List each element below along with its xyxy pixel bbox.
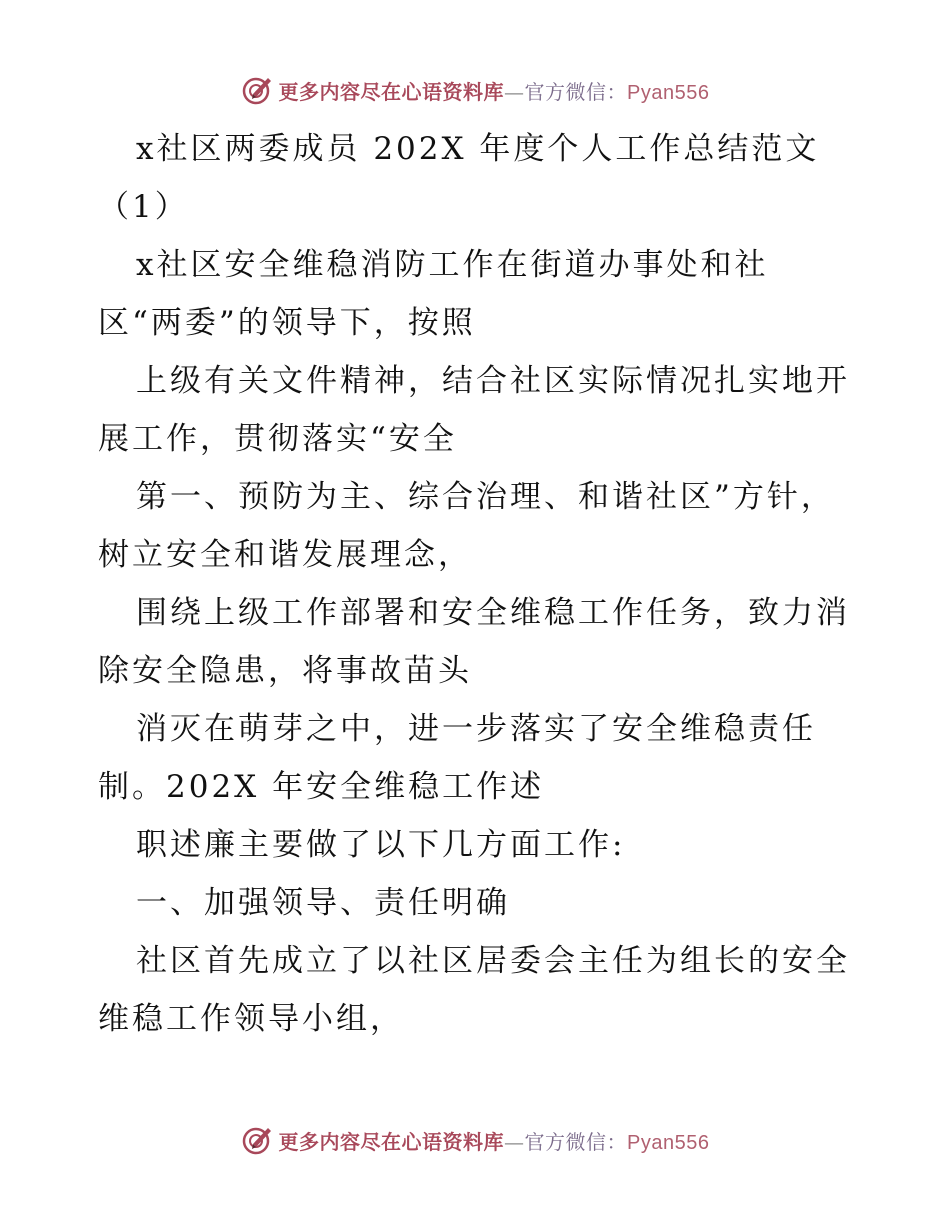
document-title-number: （1） bbox=[98, 189, 189, 225]
paragraph-line: 社区首先成立了以社区居委会主任为组长的安全 bbox=[136, 943, 850, 979]
watermark-footer bbox=[0, 1120, 950, 1160]
watermark-text bbox=[279, 1126, 710, 1155]
paragraph-line: 树立安全和谐发展理念， bbox=[98, 537, 472, 573]
watermark-wechat-label: 官方微信： bbox=[524, 1129, 628, 1154]
watermark-header bbox=[0, 70, 950, 110]
paragraph-line: 职述廉主要做了以下几方面工作: bbox=[136, 827, 626, 863]
watermark-separator: — bbox=[504, 79, 525, 104]
watermark-wechat-id: Pyan556 bbox=[627, 1131, 710, 1154]
document-body bbox=[98, 120, 858, 1048]
paragraph-line: 第一、预防为主、综合治理、和谐社区”方针， bbox=[136, 479, 835, 515]
paragraph-line: 除安全隐患，将事故苗头 bbox=[98, 653, 472, 689]
watermark-wechat-id: Pyan556 bbox=[627, 81, 710, 104]
paragraph-line: 上级有关文件精神，结合社区实际情况扎实地开 bbox=[136, 363, 850, 399]
paragraph-line: 展工作，贯彻落实“安全 bbox=[98, 421, 457, 457]
paragraph-line: 维稳工作领导小组， bbox=[98, 1001, 404, 1037]
watermark-site: 更多内容尽在心语资料库 bbox=[278, 1129, 505, 1154]
paragraph-line: 制。202X 年安全维稳工作述 bbox=[98, 769, 545, 805]
pen-logo-icon bbox=[241, 1124, 273, 1156]
watermark-separator: — bbox=[504, 1129, 525, 1154]
paragraph-line: 区“两委”的领导下，按照 bbox=[98, 305, 476, 341]
paragraph-line: 围绕上级工作部署和安全维稳工作任务，致力消 bbox=[136, 595, 850, 631]
pen-logo-icon bbox=[241, 74, 273, 106]
watermark-site: 更多内容尽在心语资料库 bbox=[278, 79, 505, 104]
paragraph-line: x社区安全维稳消防工作在街道办事处和社 bbox=[136, 247, 769, 283]
section-heading: 一、加强领导、责任明确 bbox=[136, 885, 510, 921]
paragraph-line: 消灭在萌芽之中，进一步落实了安全维稳责任 bbox=[136, 711, 816, 747]
document-title: x社区两委成员 202X 年度个人工作总结范文 bbox=[136, 131, 820, 167]
watermark-text bbox=[279, 76, 710, 105]
watermark-wechat-label: 官方微信： bbox=[524, 79, 628, 104]
